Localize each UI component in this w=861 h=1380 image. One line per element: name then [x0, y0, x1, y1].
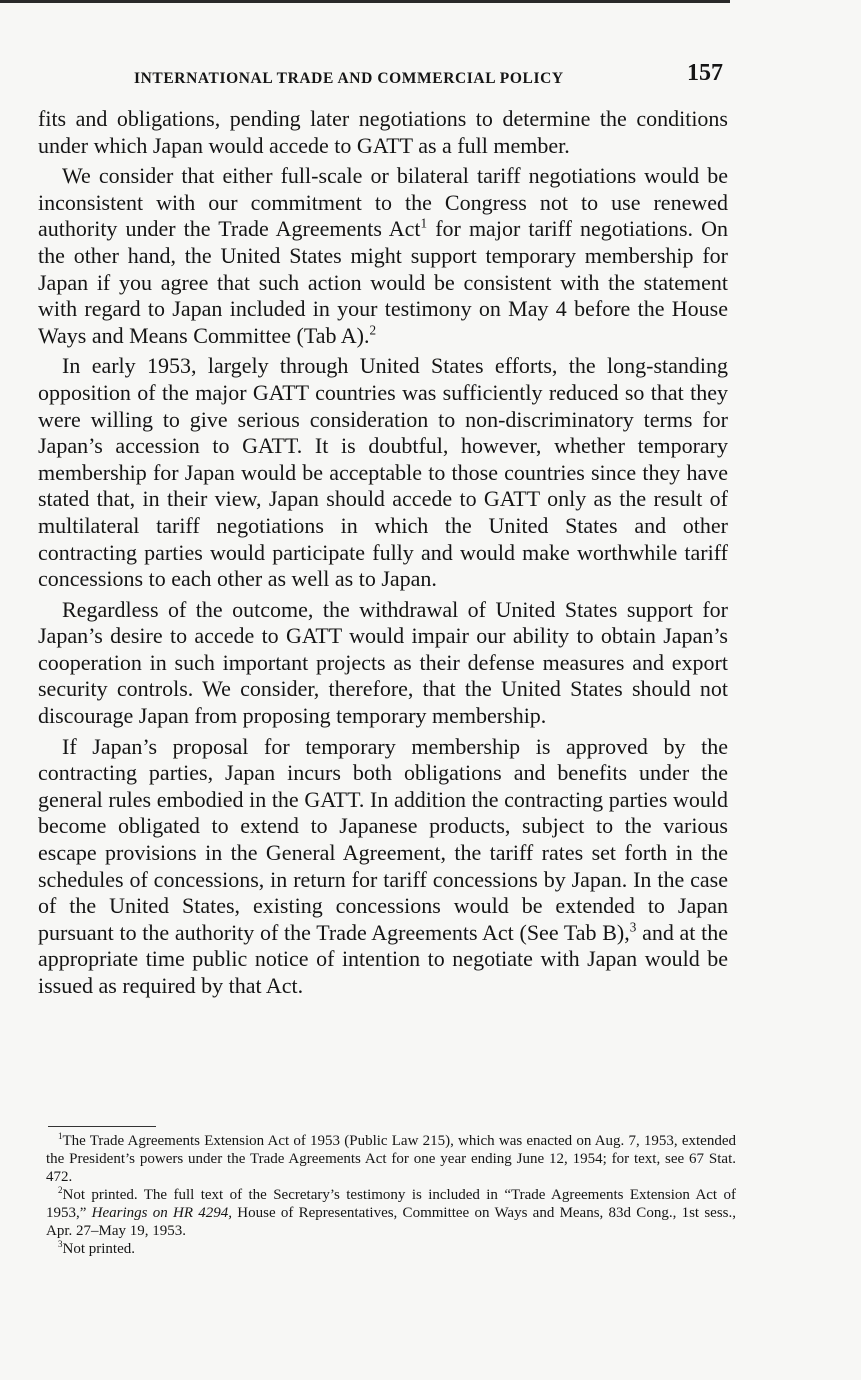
footnotes — [46, 1132, 736, 1258]
footnote-1 — [46, 1132, 736, 1186]
body-text — [38, 106, 728, 1004]
footnote-ref-1: 1 — [420, 216, 428, 232]
footnote-2-italic: Hearings on HR 4294, — [91, 1205, 233, 1221]
footnote-3-text: Not printed. — [62, 1241, 135, 1257]
paragraph-1 — [38, 106, 728, 159]
top-edge-rule — [0, 0, 730, 3]
footnote-2-text-a: Not printed. The full text of the Secretary’s testimony is included in “Trade Agreements Extension Act of 1953,” — [46, 1187, 736, 1221]
paragraph-2-text-b: for major tariff negotiations. On the other hand, the United States might support temporary membership for Japan if you agree that such action would be consistent with the statement with regard to Japan included in your testimony on May 4 before the House Ways and Means Committee (Tab A). — [38, 216, 728, 348]
paragraph-3 — [38, 353, 728, 592]
footnote-rule — [48, 1126, 156, 1127]
footnote-1-mark: 1 — [58, 1131, 63, 1141]
paragraph-5 — [38, 734, 728, 1000]
footnote-2-mark: 2 — [58, 1185, 63, 1195]
running-head: INTERNATIONAL TRADE AND COMMERCIAL POLICY — [134, 70, 564, 87]
footnote-3 — [46, 1240, 736, 1258]
footnote-2-text-b: House of Representatives, Committee on Ways and Means, 83d Cong., 1st sess., Apr. 27–May 19, 1953. — [46, 1205, 736, 1239]
footnote-1-text: The Trade Agreements Extension Act of 1953 (Public Law 215), which was enacted on Aug. 7, 1953, extended the President’s powers under the Trade Agreements Act for one year ending June 12, 1954; for text, see 67 Stat. 472. — [46, 1133, 736, 1185]
paragraph-2-text-a: We consider that either full-scale or bilateral tariff negotiations would be inconsistent with our commitment to the Congress not to use renewed authority under the Trade Agreements Act — [38, 163, 728, 242]
paragraph-5-text-a: If Japan’s proposal for temporary membership is approved by the contracting parties, Japan incurs both obligations and benefits under the general rules embodied in the GATT. In addition the contracting parties would become obligated to extend to Japanese products, subject to the various escape provisions in the General Agreement, the tariff rates set forth in the schedules of concessions, in return for tariff concessions by Japan. In the case of the United States, existing concessions would be extended to Japan pursuant to the authority of the Trade Agreements Act (See Tab B), — [38, 733, 728, 945]
footnote-ref-2: 2 — [369, 322, 377, 338]
footnote-ref-3: 3 — [629, 919, 637, 935]
paragraph-4 — [38, 597, 728, 730]
page-number: 157 — [687, 60, 723, 86]
page-header — [38, 60, 723, 94]
footnote-2 — [46, 1186, 736, 1240]
paragraph-5-text-b: and at the appropriate time public notice of intention to negotiate with Japan would be issued as required by that Act. — [38, 919, 728, 998]
paragraph-2 — [38, 163, 728, 349]
paragraph-1-text: fits and obligations, pending later negotiations to determine the conditions under which Japan would accede to GATT as a full member. — [38, 106, 728, 158]
paragraph-4-text: Regardless of the outcome, the withdrawal of United States support for Japan’s desire to accede to GATT would impair our ability to obtain Japan’s cooperation in such important projects as their defense measures and export security controls. We consider, therefore, that the United States should not discourage Japan from proposing temporary membership. — [38, 596, 728, 729]
footnote-3-mark: 3 — [58, 1239, 63, 1249]
paragraph-3-text: In early 1953, largely through United States efforts, the long-standing opposition of the major GATT countries was sufficiently reduced so that they were willing to give serious consideration to non-discriminatory terms for Japan’s accession to GATT. It is doubtful, however, whether temporary membership for Japan would be acceptable to those countries since they have stated that, in their view, Japan should accede to GATT only as the result of multilateral tariff negotiations in which the United States and other contracting parties would participate fully and would make worthwhile tariff concessions to each other as well as to Japan. — [38, 353, 728, 592]
